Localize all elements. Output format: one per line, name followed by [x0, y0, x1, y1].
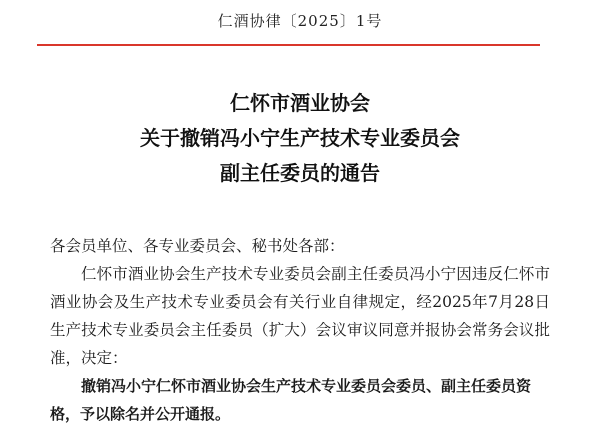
salutation: 各会员单位、各专业委员会、秘书处各部： — [50, 237, 345, 255]
document-number: 仁酒协律〔2025〕1号 — [217, 12, 383, 30]
title-line-3: 副主任委员的通告 — [220, 161, 380, 185]
document-title — [0, 86, 600, 191]
red-header-rule — [37, 44, 540, 46]
title-line-2: 关于撤销冯小宁生产技术专业委员会 — [140, 126, 460, 150]
document-body — [50, 232, 550, 428]
decision-paragraph: 撤销冯小宁仁怀市酒业协会生产技术专业委员会委员、副主任委员资格，予以除名并公开通报。 — [50, 377, 532, 423]
body-paragraph: 仁怀市酒业协会生产技术专业委员会副主任委员冯小宁因违反仁怀市酒业协会及生产技术专业委员会有关行业自律规定，经2025年7月28日生产技术专业委员会主任委员（扩大）会议审议同意并报协会常务会议批准，决定： — [50, 265, 550, 367]
title-line-1: 仁怀市酒业协会 — [230, 91, 370, 115]
